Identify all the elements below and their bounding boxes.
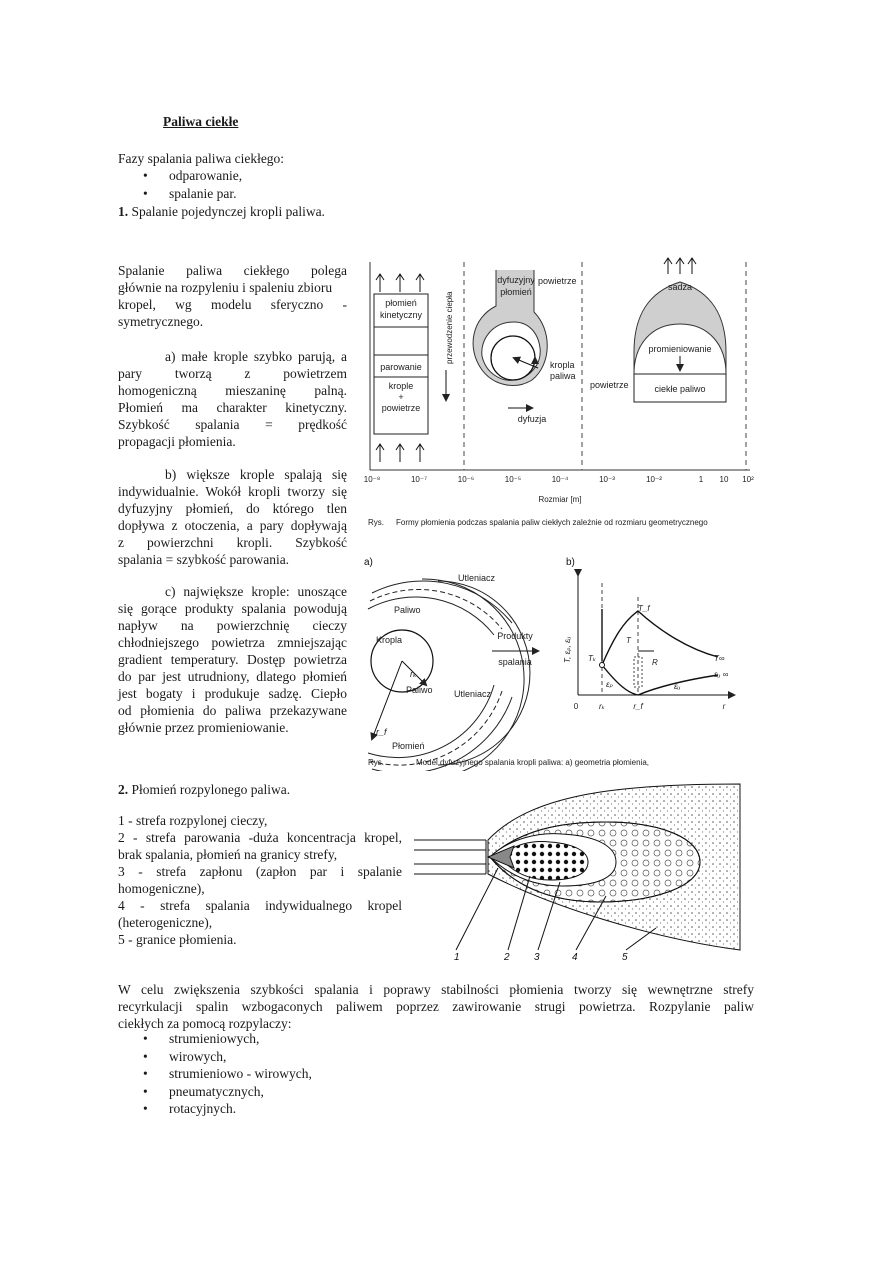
text-line: c) największe krople: unoszące	[165, 584, 347, 599]
label-axis-rf: r_f	[633, 702, 643, 711]
text-line: Szybkość spalania = prędkość	[118, 417, 347, 432]
text-line: Spalanie paliwa ciekłego polega	[118, 263, 347, 278]
zone-line: 3 - strefa zapłonu (zapłon par i spalanie	[118, 864, 402, 879]
phase-item: • spalanie par.	[143, 185, 242, 203]
tick-label: 10⁻⁴	[551, 475, 569, 484]
x-axis-ticks	[364, 475, 754, 484]
zone-line: 5 - granice płomienia.	[118, 932, 237, 947]
label-fuel-top: Paliwo	[394, 605, 421, 615]
tick-label: 10⁻⁶	[457, 475, 475, 484]
zone-number: 2	[504, 952, 510, 962]
label-origin: 0	[573, 702, 579, 711]
label-t: T	[626, 636, 631, 645]
temperature-curve	[602, 611, 718, 665]
text-line: indywidualnie. Wokół kropli tworzy się	[118, 484, 347, 499]
diffusion-flame-diagram	[473, 270, 576, 424]
figure-spray-flame	[410, 778, 750, 962]
zone-number: 5	[622, 952, 628, 962]
atomizer-list	[143, 1030, 312, 1118]
tick-label: 10⁻⁷	[410, 475, 428, 484]
atomizer-item: • wirowych,	[143, 1048, 312, 1066]
tick-label: 10²	[742, 475, 754, 484]
page-title: Paliwa ciekłe	[163, 114, 239, 129]
text-line: homogeniczną mieszaninę palną.	[118, 383, 347, 398]
label-fuel-drop-2: paliwa	[550, 371, 576, 381]
label-flame: Płomień	[392, 741, 425, 751]
figure-caption: Formy płomienia podczas spalania paliw ciekłych zależnie od rozmiaru geometrycznego	[396, 518, 708, 527]
label-air-top: powietrze	[538, 276, 577, 286]
label-eps-p: εₚ	[606, 680, 613, 689]
label-evaporation: parowanie	[380, 362, 422, 372]
section-2-title: Płomień rozpylonego paliwa.	[131, 782, 291, 797]
zone-list	[118, 812, 402, 948]
zone-number: 3	[534, 952, 540, 962]
label-kinetic-flame: płomień	[385, 298, 417, 308]
text-line: jest bogaty i produkuje sadzę. Ciepło	[118, 686, 347, 701]
atomizer-item: • pneumatycznych,	[143, 1083, 312, 1101]
label-oxidizer-top: Utleniacz	[458, 573, 496, 583]
label-tk: Tₖ	[588, 654, 597, 663]
label-eps-inf: εᵤ ∞	[714, 670, 729, 679]
text-line: ciekłych za pomocą rozpylaczy:	[118, 1016, 292, 1031]
section-2-number: 2.	[118, 782, 129, 797]
text-line: spalania = szybkość parowania.	[118, 552, 290, 567]
figure-droplet-model	[362, 553, 758, 771]
label-radiation: promieniowanie	[648, 344, 712, 354]
text-line: z powierzchni kropli. Szybkość	[118, 535, 347, 550]
text-line: kropel, wg modelu sferyczno -	[118, 297, 347, 312]
profile-plot	[578, 575, 734, 695]
label-products-2: spalania	[498, 657, 532, 667]
oxidizer-curve	[602, 665, 718, 695]
label-products: Produkty	[497, 631, 533, 641]
label-fuel-bottom: Paliwo	[406, 685, 433, 695]
label-diffusion-flame: dyfuzyjny	[497, 275, 535, 285]
zone-line: brak spalania, płomień na granicy strefy,	[118, 847, 338, 862]
section-2-heading	[118, 781, 290, 798]
label-rk: rₖ	[410, 669, 417, 679]
label-axis-rk: rₖ	[598, 702, 606, 711]
text-line: W celu zwiększenia szybkości spalania i poprawy stabilności płomienia tworzy się wewnętrzne strefy	[118, 982, 754, 997]
label-eps-u: εᵤ	[674, 682, 681, 691]
label-y-axis: T, εₚ, εᵤ	[563, 636, 572, 663]
label-r: R	[652, 658, 658, 667]
pool-flame-diagram	[590, 258, 726, 402]
text-line: od płomienia do paliwa przekazywane	[118, 703, 347, 718]
label-kinetic-flame-2: kinetyczny	[379, 310, 423, 320]
paragraph-intro	[118, 262, 347, 330]
text-line: b) większe krople spalają się	[165, 467, 347, 482]
text-line: do par jest utrudniony, dlatego płomień	[118, 669, 347, 684]
text-line: symetrycznego.	[118, 314, 204, 329]
zone-number: 4	[572, 952, 578, 962]
figure-caption: Model dyfuzyjnego spalania kropli paliwa: a) geometria płomienia,	[416, 758, 650, 767]
label-drop: Kropla	[376, 635, 403, 645]
zone-line: 4 - strefa spalania indywidualnego kropel	[118, 898, 402, 913]
zone-line: 2 - strefa parowania -duża koncentracja kropel,	[118, 830, 402, 845]
tick-label: 10	[719, 475, 729, 484]
atomizer-item: • rotacyjnych.	[143, 1100, 312, 1118]
paragraph-small-drops	[118, 348, 347, 450]
text-line: się gorące produkty spalania powodują	[118, 601, 347, 616]
text-line: głównie przez promieniowanie.	[118, 720, 289, 735]
label-part-a: a)	[364, 557, 373, 568]
text-line: dyfuzyjny płomień, do którego tlen	[118, 501, 347, 516]
atomizer-item: • strumieniowych,	[143, 1030, 312, 1048]
section-1-number: 1.	[118, 204, 129, 219]
phases-list	[143, 167, 242, 202]
text-line: chłodniejszego powietrza zmniejszając	[118, 635, 347, 650]
label-axis-r: r	[722, 702, 726, 711]
section-1-heading	[118, 203, 325, 220]
figure-flame-forms	[362, 252, 758, 532]
label-drops: krople	[388, 381, 414, 391]
label-tf: T_f	[638, 604, 650, 613]
text-line: recyrkulacji spalin wzbogaconych paliwem poprzez zawirowanie strugi powietrza. Rozpylanie paliw	[118, 999, 754, 1014]
kinetic-flame-diagram	[374, 274, 454, 462]
text-line: gradient temperatury. Dostęp powietrza	[118, 652, 347, 667]
tick-label: 10⁻³	[599, 475, 615, 484]
zone-line: homogeniczne),	[118, 881, 205, 896]
closing-paragraph	[118, 981, 754, 1032]
label-fuel-drop: kropla	[550, 360, 575, 370]
label-liquid-fuel: ciekłe paliwo	[654, 384, 706, 394]
tick-label: 10⁻⁵	[504, 475, 522, 484]
tick-label: 10⁻²	[646, 475, 662, 484]
phases-intro: Fazy spalania paliwa ciekłego:	[118, 151, 285, 166]
section-1-title: Spalanie pojedynczej kropli paliwa.	[131, 204, 325, 219]
zone-line: (heterogeniczne),	[118, 915, 213, 930]
phase-item: • odparowanie,	[143, 167, 242, 185]
label-air-mid: powietrze	[590, 380, 629, 390]
text-line: napływ na powierzchnię cieczy	[118, 618, 347, 633]
caption-prefix: Rys.	[368, 518, 384, 527]
caption-prefix: Rys.	[368, 758, 384, 767]
label-diffusion-flame-2: płomień	[500, 287, 532, 297]
text-line: propagacji płomienia.	[118, 434, 236, 449]
text-line: Płomień ma charakter kinetyczny.	[118, 400, 347, 415]
x-axis-label: Rozmiar [m]	[538, 495, 582, 504]
label-rf: r_f	[376, 727, 387, 737]
label-t-inf: T∞	[714, 654, 725, 663]
paragraph-largest-drops	[118, 583, 347, 736]
text-line: dopływa z otoczenia, a pary dopływają	[118, 518, 347, 533]
label-part-b: b)	[566, 557, 575, 568]
label-heat-conduction: przewodzenie ciepła	[445, 291, 454, 364]
atomizer-item: • strumieniowo - wirowych,	[143, 1065, 312, 1083]
label-soot: sadza	[667, 282, 693, 292]
text-line: głównie na rozpyleniu i spaleniu zbioru	[118, 280, 333, 295]
text-line: pary tworzą z powietrzem	[118, 366, 347, 381]
nozzle	[414, 840, 486, 874]
tick-label: 1	[698, 475, 704, 484]
label-oxidizer-bottom: Utleniacz	[454, 689, 492, 699]
label-diffusion: dyfuzja	[517, 414, 547, 424]
label-air: powietrze	[381, 403, 421, 413]
zone-number: 1	[454, 952, 460, 962]
label-plus: +	[398, 392, 404, 402]
paragraph-larger-drops	[118, 466, 347, 568]
text-line: a) małe krople szybko parują, a	[165, 349, 347, 364]
tick-label: 10⁻⁸	[363, 475, 381, 484]
zone-line: 1 - strefa rozpylonej cieczy,	[118, 813, 268, 828]
